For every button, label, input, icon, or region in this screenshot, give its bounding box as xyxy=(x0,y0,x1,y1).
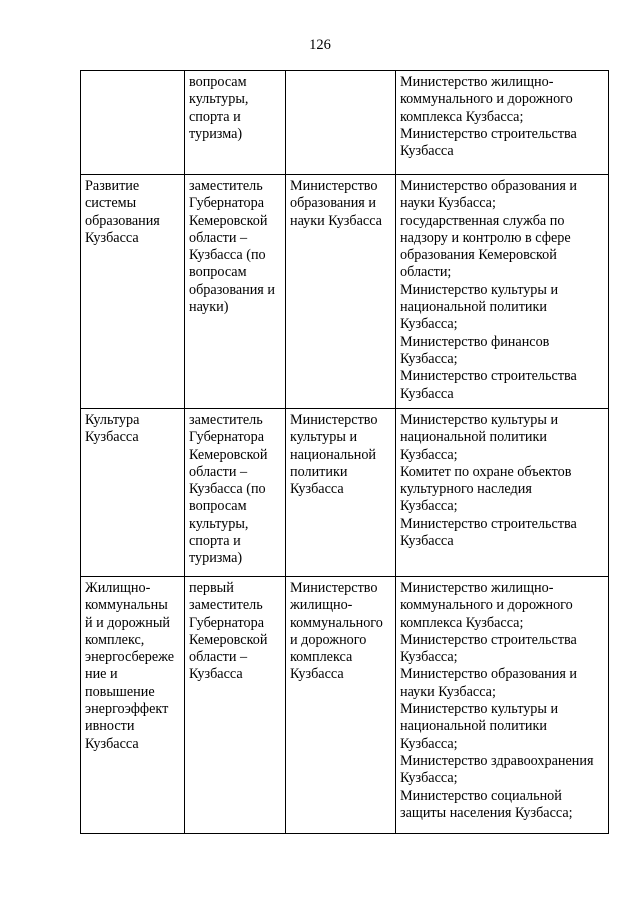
participants-text: Министерство жилищно- коммунального и дорожного комплекса Кузбасса; Министерство строительства Кузбасса xyxy=(400,74,577,160)
curator-text: заместитель Губернатора Кемеровской области – Кузбасса (по вопросам образования и науки) xyxy=(189,178,275,316)
responsible-cell xyxy=(286,577,396,834)
program-name: Жилищно- коммунальны й и дорожный комплекс, энергосбереже ние и повышение энергоэффект ивности Кузбасса xyxy=(85,580,175,752)
curator-cell xyxy=(185,175,286,409)
table-row xyxy=(81,71,609,175)
program-cell xyxy=(81,175,185,409)
program-cell xyxy=(81,409,185,577)
curator-text: вопросам культуры, спорта и туризма) xyxy=(189,74,249,142)
participants-cell xyxy=(396,577,609,834)
program-cell xyxy=(81,71,185,175)
responsible-executor: Министерство жилищно- коммунального и дорожного комплекса Кузбасса xyxy=(290,580,383,683)
participants-cell xyxy=(396,71,609,175)
curator-cell xyxy=(185,71,286,175)
responsible-cell xyxy=(286,175,396,409)
table-row xyxy=(81,175,609,409)
curator-cell xyxy=(185,577,286,834)
program-name: Развитие системы образования Кузбасса xyxy=(85,178,160,246)
curator-text: заместитель Губернатора Кемеровской области – Кузбасса (по вопросам культуры, спорта и туризма) xyxy=(189,412,268,567)
responsible-executor: Министерство культуры и национальной политики Кузбасса xyxy=(290,412,378,498)
curator-text: первый заместитель Губернатора Кемеровской области – Кузбасса xyxy=(189,580,268,683)
table-row xyxy=(81,577,609,834)
responsible-cell xyxy=(286,71,396,175)
program-cell xyxy=(81,577,185,834)
table-row xyxy=(81,409,609,577)
participants-text: Министерство жилищно- коммунального и дорожного комплекса Кузбасса; Министерство строительства Кузбасса; Министерство образования и науки Кузбасса; Министерство культуры и национальной политики Кузбасса; Министерство здравоохранения Кузбасса; Министерство социальной защиты населения Кузбасса; xyxy=(400,580,594,821)
participants-text: Министерство образования и науки Кузбасса; государственная служба по надзору и контролю в сфере образования Кемеровской области; Министерство культуры и национальной политики Кузбасса; Министерство финансов Кузбасса; Министерство строительства Кузбасса xyxy=(400,178,577,402)
participants-cell xyxy=(396,409,609,577)
responsible-executor: Министерство образования и науки Кузбасса xyxy=(290,178,382,229)
program-name: Культура Кузбасса xyxy=(85,412,140,446)
participants-text: Министерство культуры и национальной политики Кузбасса; Комитет по охране объектов культурного наследия Кузбасса; Министерство строительства Кузбасса xyxy=(400,412,577,550)
programs-table xyxy=(80,70,609,834)
curator-cell xyxy=(185,409,286,577)
responsible-cell xyxy=(286,409,396,577)
page-number: 126 xyxy=(309,37,331,53)
participants-cell xyxy=(396,175,609,409)
